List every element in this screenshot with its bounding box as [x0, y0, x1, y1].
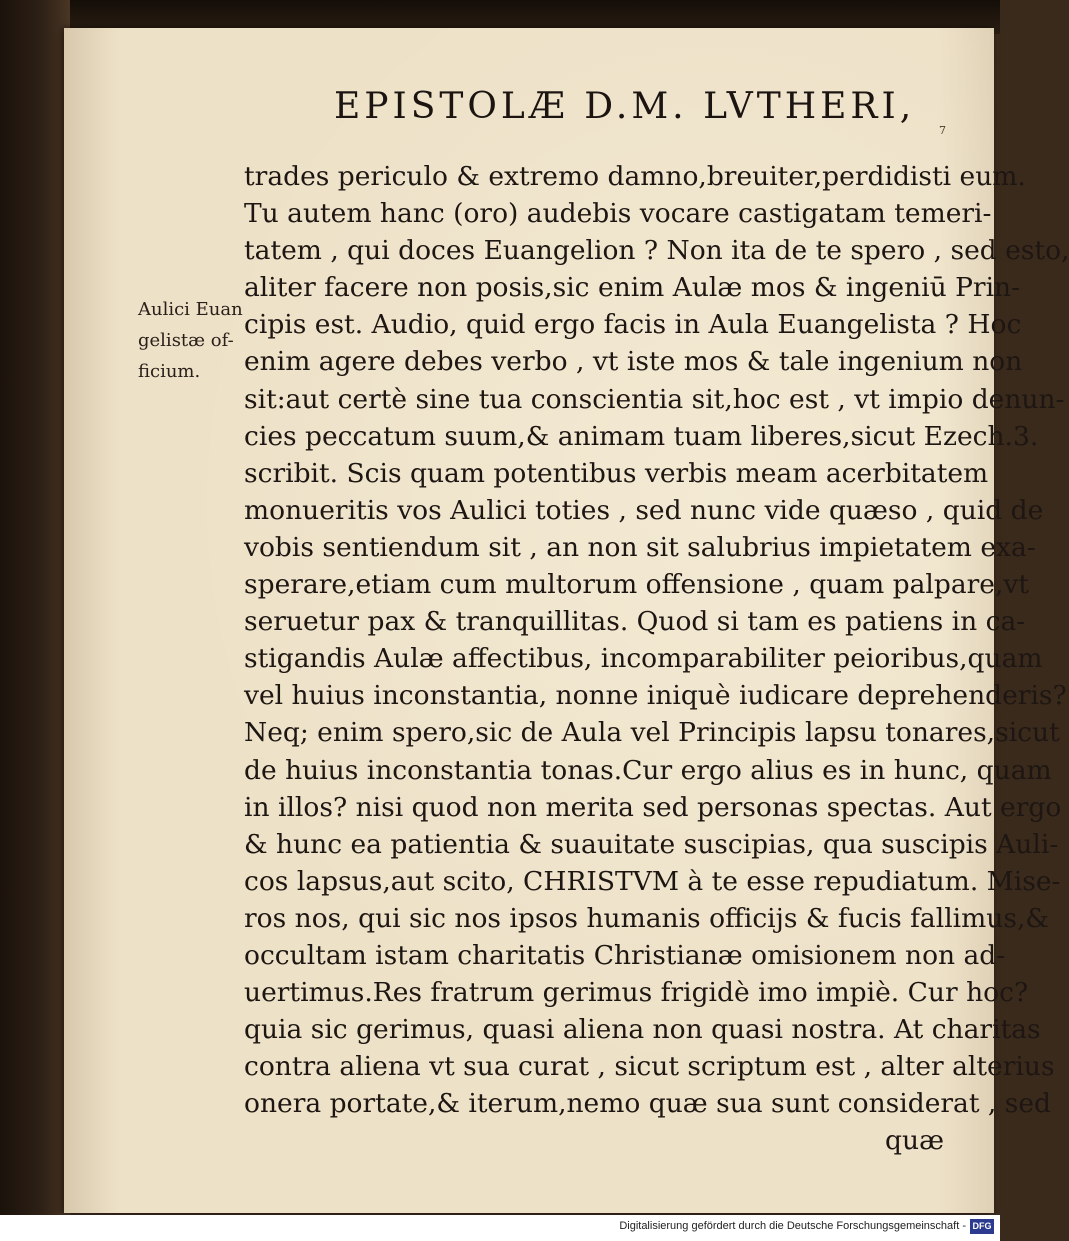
margin-note-line: ficium. [138, 361, 201, 382]
text-line: enim agere debes verbo , vt iste mos & tale ingenium non [244, 346, 1023, 378]
text-line: Tu autem hanc (oro) audebis vocare castigatam temeri- [244, 198, 992, 230]
running-header: EPISTOLÆ D.M. LVTHERI, [334, 86, 916, 127]
catchword: quæ [885, 1125, 944, 1157]
text-line: Neq; enim spero,sic de Aula vel Principis lapsu tonares,sicut [244, 717, 1060, 749]
body-text [244, 158, 1069, 1160]
text-line: trades periculo & extremo damno,breuiter,perdidisti eum. [244, 161, 1026, 192]
text-line: sit:aut certè sine tua conscientia sit,hoc est , vt impio denun- [244, 383, 1065, 415]
text-line: vel huius inconstantia, nonne iniquè iudicare deprehenderis? [244, 680, 1067, 712]
text-line: sperare,etiam cum multorum offensione , quam palpare,vt [244, 569, 1030, 601]
text-line: cipis est. Audio, quid ergo facis in Aula Euangelista ? Hoc [244, 309, 1022, 341]
text-line: cos lapsus,aut scito, CHRISTVM à te esse repudiatum. Mise- [244, 865, 1061, 897]
text-line: monueritis vos Aulici toties , sed nunc vide quæso , quid de [244, 494, 1044, 526]
text-line: seruetur pax & tranquillitas. Quod si tam es patiens in ca- [244, 606, 1026, 638]
text-line: vobis sentiendum sit , an non sit salubrius impietatem exa- [244, 531, 1036, 563]
text-line: stigandis Aulæ affectibus, incomparabiliter peioribus,quam [244, 643, 1043, 675]
text-line: ros nos, qui sic nos ipsos humanis officijs & fucis fallimus,& [244, 902, 1049, 934]
text-line: onera portate,& iterum,nemo quæ sua sunt considerat , sed [244, 1088, 1052, 1120]
text-line: tatem , qui doces Euangelion ? Non ita de te spero , sed esto, [244, 235, 1069, 267]
text-line: de huius inconstantia tonas.Cur ergo alius es in hunc, quam [244, 754, 1052, 786]
text-line: in illos? nisi quod non merita sed personas spectas. Aut ergo [244, 791, 1062, 823]
margin-note-line: gelistæ of- [138, 330, 234, 351]
text-line: contra aliena vt sua curat , sicut scriptum est , alter alterius [244, 1051, 1055, 1083]
text-line: aliter facere non posis,sic enim Aulæ mos & ingeniū Prin- [244, 272, 1021, 304]
margin-note-line: Aulici Euan [138, 299, 243, 320]
scan-left-edge [0, 0, 70, 1215]
page-mark: 7 [939, 124, 946, 137]
text-line: quia sic gerimus, quasi aliena non quasi nostra. At charitas [244, 1014, 1041, 1046]
footer-bar [0, 1215, 1000, 1241]
text-line: scribit. Scis quam potentibus verbis meam acerbitatem [244, 457, 989, 489]
text-line: & hunc ea patientia & suauitate suscipias, qua suscipis Auli- [244, 828, 1059, 860]
margin-note [138, 294, 258, 387]
dfg-logo-icon: DFG [970, 1219, 994, 1234]
footer-credit: Digitalisierung gefördert durch die Deutsche Forschungsgemeinschaft - [619, 1220, 966, 1232]
text-line: occultam istam charitatis Christianæ omisionem non ad- [244, 939, 1006, 971]
book-page [64, 28, 1069, 1213]
text-line: uertimus.Res fratrum gerimus frigidè imo impiè. Cur hoc? [244, 977, 1029, 1009]
text-line: cies peccatum suum,& animam tuam liberes,sicut Ezech.3. [244, 420, 1039, 452]
